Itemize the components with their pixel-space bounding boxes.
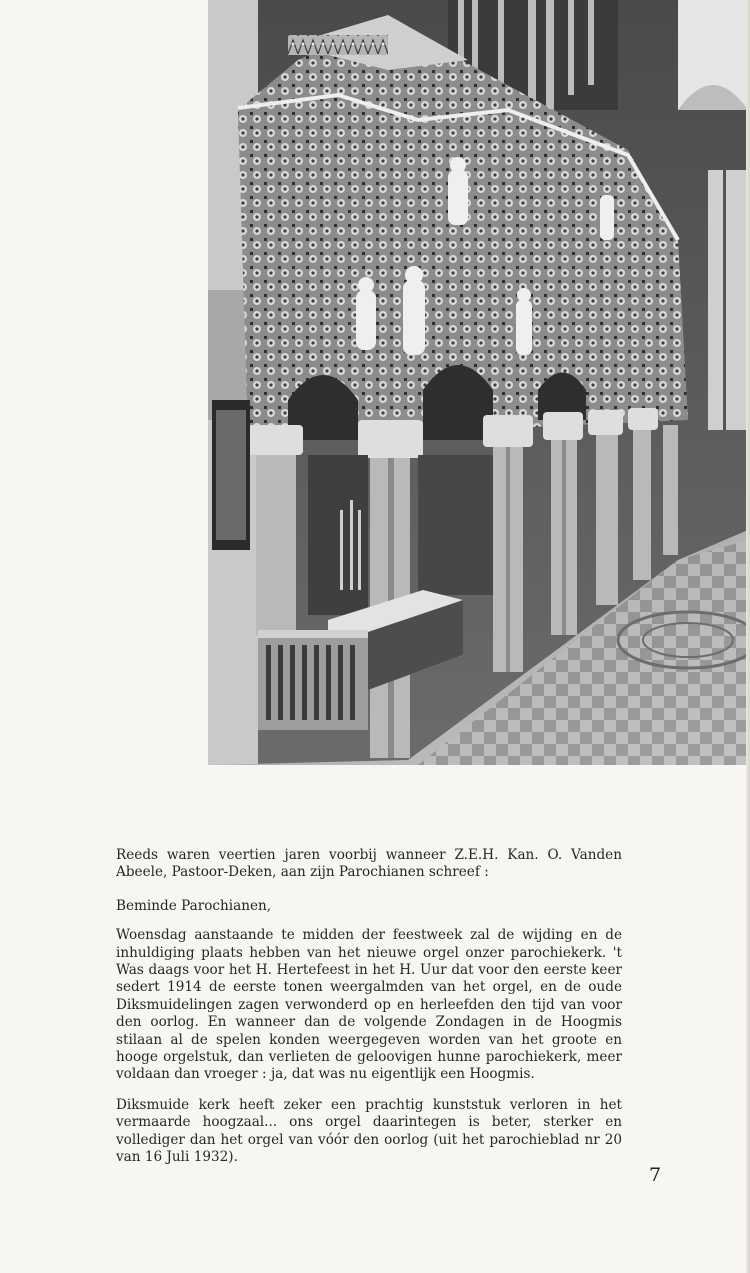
salutation: Beminde Parochianen,	[116, 897, 272, 914]
rood-loft-photograph	[208, 0, 748, 765]
article-text	[116, 847, 622, 1180]
intro-paragraph: Reeds waren veertien jaren voorbij wanneer Z.E.H. Kan. O. Vanden Abeele, Pastoor-Deken, aan zijn Parochianen schreef :	[116, 847, 622, 881]
page-edge	[746, 0, 750, 1273]
photograph-image	[208, 0, 748, 765]
letter-paragraph-1: Woensdag aanstaande te midden der feestweek zal de wijding en de inhuldiging plaats hebben van het nieuwe orgel onzer parochiekerk. 't Was daags voor het H. Hertefeest in het H. Uur dat voor den eerste keer sedert 1914 de eerste tonen weergalmden van het orgel, en de oude Diksmuidelingen zagen verwonderd op en herleefden den tijd van voor den oorlog. En wanneer dan de volgende Zondagen in de Hoogmis stilaan al de spelen konden weergegeven worden van het groote en hooge orgelstuk, dan verlieten de geloovigen hunne parochiekerk, meer voldaan dan vroeger : ja, dat was nu eigentlijk een Hoogmis.	[116, 927, 622, 1083]
letter-paragraph-2: Diksmuide kerk heeft zeker een prachtig kunststuk verloren in het vermaarde hoogzaal... ons orgel daarintegen is beter, sterker en vollediger dan het orgel van vóór den oorlog (uit het parochieblad nr 20 van 16 Juli 1932).	[116, 1096, 622, 1166]
page-number: 7	[649, 1164, 662, 1186]
